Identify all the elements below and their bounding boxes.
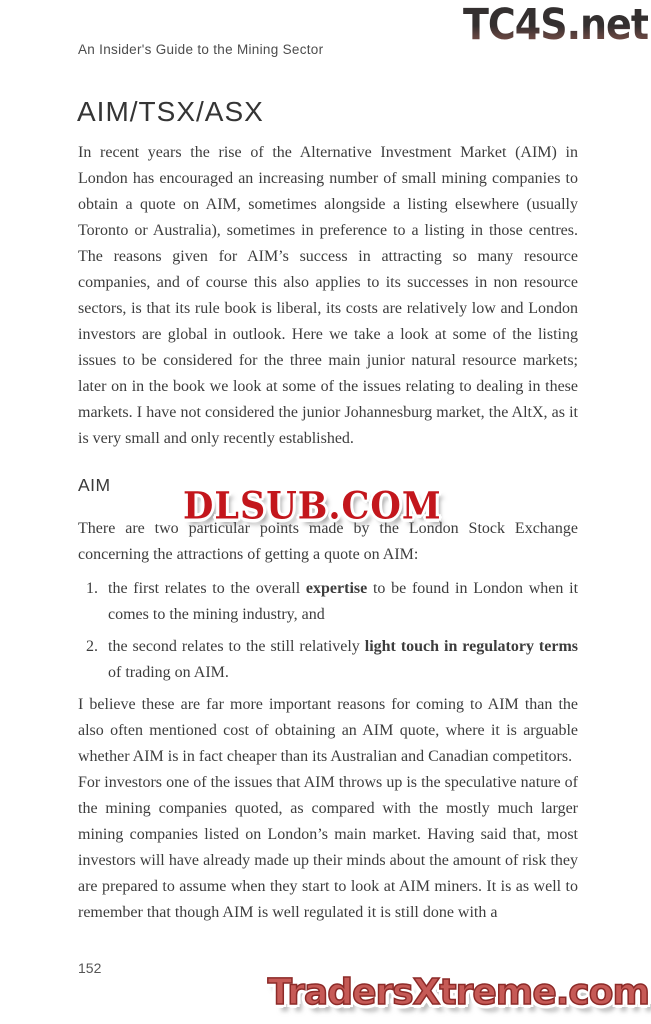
section-heading-aim: AIM: [78, 475, 111, 495]
chapter-title: AIM/TSX/ASX: [77, 96, 264, 127]
list-item-2: [78, 634, 578, 686]
paragraph-two-points: There are two particular points made by the London Stock Exchange concerning the attractions of getting a quote on AIM:: [78, 520, 578, 563]
list-text-2: [108, 634, 578, 686]
list-text-2-bold: light touch in regulatory terms: [364, 638, 579, 655]
watermark-dlsub: DLSUB.COM: [183, 484, 442, 529]
running-header: An Insider's Guide to the Mining Sector: [78, 42, 324, 57]
page-number: 152: [78, 960, 102, 976]
list-text-2-pre: the second relates to the still relatively: [108, 638, 365, 655]
paragraph-believe: I believe these are far more important reasons for coming to AIM than the also often mentioned cost of obtaining an AIM quote, where it is arguable whether AIM is in fact cheaper than its Australian and Canadian competitors.: [78, 696, 578, 765]
list-text-1: [108, 576, 578, 628]
list-text-1-post: to be found in London when it comes to the mining industry, and: [108, 580, 579, 623]
list-text-1-pre: the first relates to the overall: [108, 580, 306, 597]
watermark-tradersxtreme: TradersXtreme.com: [267, 972, 649, 1013]
page-content: [78, 140, 578, 926]
list-text-1-bold: expertise: [305, 580, 368, 597]
paragraph-investors: For investors one of the issues that AIM throws up is the speculative nature of the mining companies quoted, as compared with the mostly much larger mining companies listed on London’s main market. Having said that, most investors will have already made up their minds about the amount of risk they are prepared to assume when they start to look at AIM miners. It is as well to remember that though AIM is well regulated it is still done with a: [78, 774, 578, 921]
list-text-2-post: of trading on AIM.: [108, 664, 229, 681]
list-item-1: [78, 576, 578, 628]
numbered-list: [78, 576, 578, 686]
watermark-tc4s: TC4S.net: [462, 0, 648, 50]
list-number-2: 2.: [86, 638, 98, 655]
list-number-1: 1.: [86, 580, 98, 597]
paragraph-intro: In recent years the rise of the Alternative Investment Market (AIM) in London has encouraged an increasing number of small mining companies to obtain a quote on AIM, sometimes alongside a listing elsewhere (usually Toronto or Australia), sometimes in preference to a listing in those centres. The reasons given for AIM’s success in attracting so many resource companies, and of course this also applies to its successes in non resource sectors, is that its rule book is liberal, its costs are relatively low and London investors are global in outlook. Here we take a look at some of the listing issues to be considered for the three main junior natural resource markets; later on in the book we look at some of the issues relating to dealing in these markets. I have not considered the junior Johannesburg market, the AltX, as it is very small and only recently established.: [78, 144, 578, 447]
